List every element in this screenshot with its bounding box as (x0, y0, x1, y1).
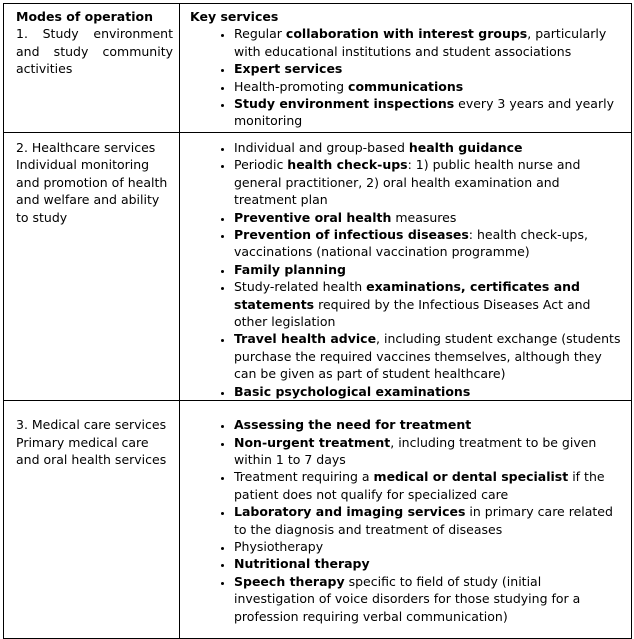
service-keyword: collaboration with interest groups (285, 26, 528, 42)
mode-text: Individual monitoring and promotion of health and welfare and ability to study (16, 157, 168, 225)
service-keyword: Laboratory and imaging services (234, 504, 466, 520)
service-keyword: Family planning (234, 261, 346, 277)
mode-title: 3. Medical care services (16, 417, 167, 433)
header-services: Key services (190, 9, 279, 24)
service-item (234, 416, 625, 433)
service-keyword: Basic psychological examinations (234, 383, 471, 399)
service-text: Physiotherapy (234, 538, 324, 554)
service-keyword: communications (348, 78, 464, 94)
service-text: Periodic (234, 157, 288, 173)
service-keyword: health guidance (408, 140, 523, 155)
header-modes: Modes of operation (16, 9, 153, 24)
service-keyword: Preventive oral health (234, 209, 392, 225)
service-text: Treatment requiring a (234, 469, 374, 485)
service-item (234, 503, 625, 538)
service-text: required by the Infectious Diseases Act and other legislation (234, 296, 591, 330)
table-row (4, 401, 632, 639)
mode-title: 2. Healthcare services (16, 140, 156, 155)
service-item (234, 330, 625, 382)
services-list (190, 25, 625, 129)
service-text: Regular (234, 26, 286, 42)
table-row (4, 133, 632, 401)
services-cell (180, 401, 632, 639)
service-item (234, 78, 625, 95)
service-keyword: medical or dental specialist (373, 469, 569, 485)
service-keyword: examinations, certificates and statements (234, 279, 580, 312)
service-keyword: Study environment inspections (234, 96, 455, 112)
service-text: measures (391, 209, 457, 225)
services-list (190, 139, 625, 400)
services-table (3, 3, 632, 639)
service-text: if the patient does not qualify for specialized care (234, 469, 605, 502)
services-cell (180, 133, 632, 401)
service-item (234, 156, 625, 208)
service-item (234, 226, 625, 261)
service-text: specific to field of study (initial investigation of voice disorders for those studying for a profession requiring verbal communication) (234, 573, 581, 624)
services-cell (180, 4, 632, 133)
service-item (234, 95, 625, 130)
service-item (234, 25, 625, 60)
service-item (234, 555, 625, 572)
service-keyword: health check-ups (287, 157, 408, 173)
service-text: : 1) public health nurse and general practitioner, 2) oral health examination and treatment plan (234, 157, 581, 208)
mode-text: Primary medical care and oral health services (16, 434, 167, 467)
service-item (234, 278, 625, 330)
service-text: : health check-ups, vaccinations (national vaccination programme) (234, 227, 588, 260)
mode-text: 1. Study environment and study community activities (16, 26, 173, 77)
service-keyword: Prevention of infectious diseases (234, 227, 469, 243)
service-text: every 3 years and yearly monitoring (234, 96, 614, 129)
service-item (234, 383, 625, 400)
service-item (234, 139, 625, 156)
service-item (234, 261, 625, 278)
service-item (234, 468, 625, 503)
service-text: Health-promoting (234, 78, 349, 94)
service-keyword: Travel health advice (234, 331, 377, 347)
mode-cell (4, 401, 180, 639)
mode-cell (4, 133, 180, 401)
service-keyword: Nutritional therapy (234, 556, 370, 572)
service-item (234, 573, 625, 625)
service-item (234, 60, 625, 77)
service-item (234, 434, 625, 469)
service-text: Individual and group-based (234, 140, 409, 155)
service-text: , particularly with educational institutions and student associations (234, 26, 607, 59)
service-item (234, 538, 625, 555)
service-keyword: Non-urgent treatment (234, 434, 391, 450)
service-text: in primary care related to the diagnosis and treatment of diseases (234, 504, 613, 537)
service-text: , including treatment to be given within 1 to 7 days (234, 434, 597, 467)
service-text: Study-related health (234, 279, 367, 295)
services-list (190, 416, 625, 625)
service-keyword: Assessing the need for treatment (234, 417, 472, 433)
service-keyword: Expert services (234, 61, 343, 77)
service-item (234, 209, 625, 226)
service-text: , including student exchange (students purchase the required vaccines themselves, although they can be given as part of student healthcare) (234, 331, 621, 382)
table-row (4, 4, 632, 133)
mode-cell (4, 4, 180, 133)
service-keyword: Speech therapy (234, 573, 345, 589)
